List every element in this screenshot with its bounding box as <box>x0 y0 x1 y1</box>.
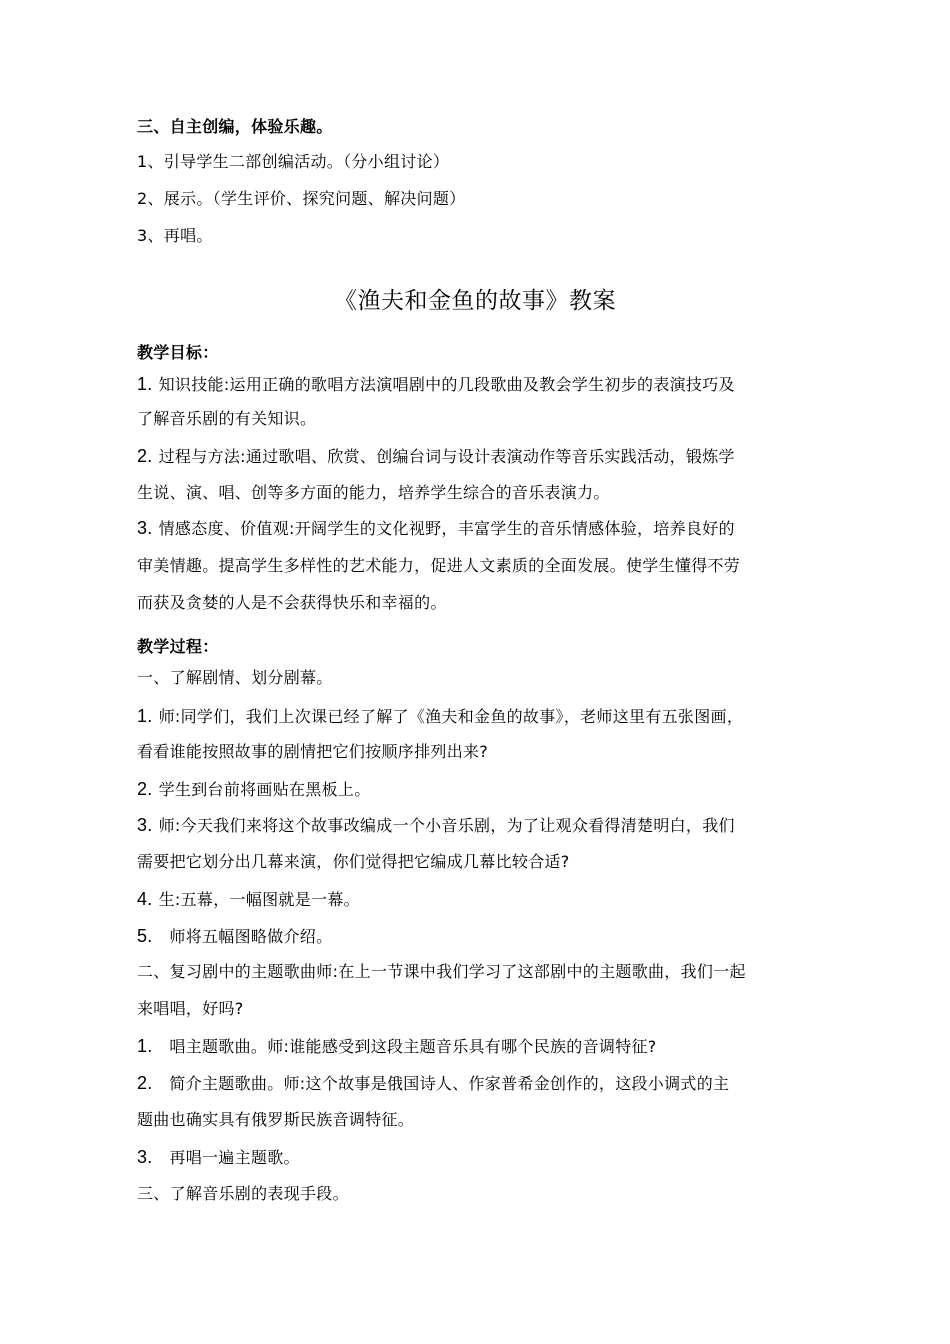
part3-heading: 三、了解音乐剧的表现手段。 <box>137 1184 349 1203</box>
objective-item-1-line-2: 了解音乐剧的有关知识。 <box>137 409 317 428</box>
objective-item-3-line-2: 审美情趣。提高学生多样性的艺术能力，促进人文素质的全面发展。使学生懂得不劳 <box>137 556 741 575</box>
item-number: 1. <box>137 706 153 726</box>
section-heading-create: 三、自主创编，体验乐趣。 <box>137 117 333 136</box>
item-number: 2. <box>137 779 153 799</box>
item-number: 1. <box>137 1036 153 1056</box>
list-item: 1、引导学生二部创编活动。（分小组讨论） <box>137 152 450 171</box>
page-title: 《渔夫和金鱼的故事》教案 <box>334 288 616 314</box>
item-number: 2. <box>137 1073 153 1093</box>
part1-item-1-line-2: 看看谁能按照故事的剧情把它们按顺序排列出来? <box>137 742 489 761</box>
item-number: 3. <box>137 815 153 835</box>
objectives-heading: 教学目标： <box>137 343 219 362</box>
part1-item-5: 5. 师将五幅图略做介绍。 <box>137 926 333 946</box>
item-number: 4. <box>137 889 153 909</box>
objective-item-2-line-1: 2. 过程与方法:通过歌唱、欣赏、创编台词与设计表演动作等音乐实践活动，锻炼学 <box>137 446 735 466</box>
item-number: 5. <box>137 926 153 946</box>
item-number: 1. <box>137 374 153 394</box>
part1-item-2: 2. 学生到台前将画贴在黑板上。 <box>137 779 371 799</box>
part2-heading-line-2: 来唱唱，好吗? <box>137 999 244 1018</box>
part1-heading: 一、了解剧情、划分剧幕。 <box>137 668 333 687</box>
part1-item-1-line-1: 1. 师:同学们，我们上次课已经了解了《渔夫和金鱼的故事》，老师这里有五张图画， <box>137 706 744 726</box>
item-number: 3. <box>137 1147 153 1167</box>
part1-item-4: 4. 生:五幕，一幅图就是一幕。 <box>137 889 360 909</box>
process-heading: 教学过程： <box>137 637 219 656</box>
part2-item-2-line-1: 2. 简介主题歌曲。师:这个故事是俄国诗人、作家普希金创作的，这段小调式的主 <box>137 1073 730 1093</box>
part2-heading-line-1: 二、复习剧中的主题歌曲师:在上一节课中我们学习了这部剧中的主题歌曲，我们一起 <box>137 962 746 981</box>
item-number: 3. <box>137 518 153 538</box>
objective-item-3-line-3: 而获及贪婪的人是不会获得快乐和幸福的。 <box>137 593 447 612</box>
list-item: 2、展示。（学生评价、探究问题、解决问题） <box>137 189 466 208</box>
part2-item-1: 1. 唱主题歌曲。师:谁能感受到这段主题音乐具有哪个民族的音调特征? <box>137 1036 657 1056</box>
part1-item-3-line-1: 3. 师:今天我们来将这个故事改编成一个小音乐剧，为了让观众看得清楚明白，我们 <box>137 815 735 835</box>
list-item: 3、再唱。 <box>137 226 213 245</box>
item-number: 2. <box>137 446 153 466</box>
objective-item-1-line-1: 1. 知识技能:运用正确的歌唱方法演唱剧中的几段歌曲及教会学生初步的表演技巧及 <box>137 374 735 394</box>
part2-item-2-line-2: 题曲也确实具有俄罗斯民族音调特征。 <box>137 1110 415 1129</box>
part1-item-3-line-2: 需要把它划分出几幕来演，你们觉得把它编成几幕比较合适? <box>137 852 570 871</box>
objective-item-3-line-1: 3. 情感态度、价值观:开阔学生的文化视野，丰富学生的音乐情感体验，培养良好的 <box>137 518 735 538</box>
part2-item-3: 3. 再唱一遍主题歌。 <box>137 1147 300 1167</box>
objective-item-2-line-2: 生说、演、唱、创等多方面的能力，培养学生综合的音乐表演力。 <box>137 483 610 502</box>
